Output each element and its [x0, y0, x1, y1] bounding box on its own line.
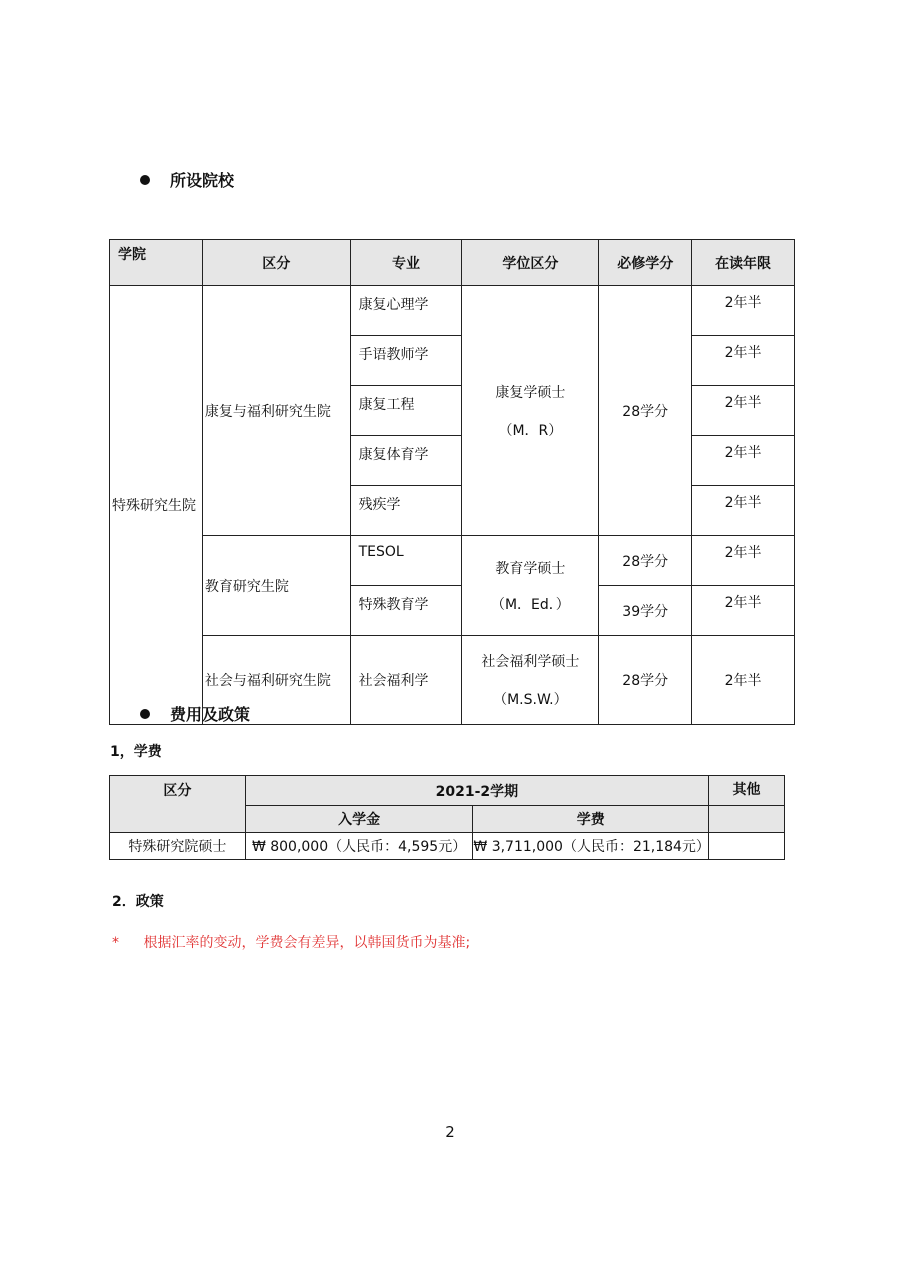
section-heading-schools [140, 168, 234, 191]
major-cell: 手语教师学 [350, 336, 462, 386]
degree-abbr: （M.S.W.） [493, 692, 568, 708]
header-entrance: 入学金 [245, 806, 473, 833]
page-number: 2 [445, 1123, 455, 1141]
other-cell [709, 833, 785, 860]
table-row [110, 833, 785, 860]
note-asterisk: * [112, 935, 119, 951]
credits-cell: 28学分 [599, 286, 692, 536]
degree-abbr: （M．R） [498, 422, 563, 439]
bullet-icon [140, 709, 150, 719]
bullet-icon [140, 175, 150, 185]
major-cell: 特殊教育学 [350, 586, 462, 636]
credits-cell: 28学分 [599, 636, 692, 725]
table-row [110, 636, 795, 683]
header-college: 学院 [110, 240, 203, 286]
tuition-fee-cell: ₩ 3,711,000（人民币：21,184元） [473, 833, 709, 860]
college-cell: 特殊研究生院 [110, 286, 203, 725]
division-cell: 康复与福利研究生院 [202, 286, 350, 536]
division-cell: 社会与福利研究生院 [202, 636, 350, 725]
note-text: 根据汇率的变动，学费会有差异，以韩国货币为基准; [143, 935, 471, 951]
degree-name: 教育学硕士 [495, 560, 566, 577]
degree-cell [462, 636, 599, 725]
header-division: 区分 [110, 776, 246, 833]
policy-heading: 2．政策 [112, 894, 164, 910]
degree-name: 社会福利学硕士 [481, 654, 580, 670]
years-cell: 2年半 [692, 486, 795, 536]
fee-header-row [110, 776, 785, 806]
major-cell: 康复体育学 [350, 436, 462, 486]
fee-table [109, 775, 785, 860]
degree-cell [462, 536, 599, 636]
fee-heading: 1，学费 [110, 744, 162, 760]
header-tuition: 学费 [473, 806, 709, 833]
program-table [109, 239, 795, 725]
major-cell: 残疾学 [350, 486, 462, 536]
header-term: 2021-2学期 [245, 776, 708, 806]
degree-abbr: （M．Ed．） [490, 596, 570, 613]
section-title: 费用及政策 [170, 705, 251, 724]
years-cell: 2年半 [692, 436, 795, 486]
section-heading-fees [140, 702, 250, 725]
header-years: 在读年限 [692, 240, 795, 286]
years-cell: 2年半 [692, 386, 795, 436]
major-cell: 康复心理学 [350, 286, 462, 336]
degree-name: 康复学硕士 [495, 384, 566, 401]
years-cell: 2年半 [692, 636, 795, 725]
entrance-fee-cell: ₩ 800,000（人民币：4,595元） [245, 833, 473, 860]
header-other-blank [709, 806, 785, 833]
division-cell: 教育研究生院 [202, 536, 350, 636]
header-major: 专业 [350, 240, 462, 286]
header-credits: 必修学分 [599, 240, 692, 286]
credits-cell: 39学分 [599, 586, 692, 636]
header-other: 其他 [709, 776, 785, 806]
table-header-row [110, 240, 795, 286]
fee-label-cell: 特殊研究院硕士 [110, 833, 246, 860]
table-row [110, 286, 795, 336]
policy-note [112, 932, 470, 952]
major-cell: 社会福利学 [350, 636, 462, 725]
table-row [110, 536, 795, 586]
years-cell: 2年半 [692, 286, 795, 336]
credits-cell: 28学分 [599, 536, 692, 586]
major-cell: 康复工程 [350, 386, 462, 436]
major-cell: TESOL [350, 536, 462, 586]
header-degree: 学位区分 [462, 240, 599, 286]
section-title: 所设院校 [170, 171, 235, 190]
years-cell: 2年半 [692, 536, 795, 586]
degree-cell [462, 286, 599, 536]
header-division: 区分 [202, 240, 350, 286]
years-cell: 2年半 [692, 586, 795, 636]
years-cell: 2年半 [692, 336, 795, 386]
